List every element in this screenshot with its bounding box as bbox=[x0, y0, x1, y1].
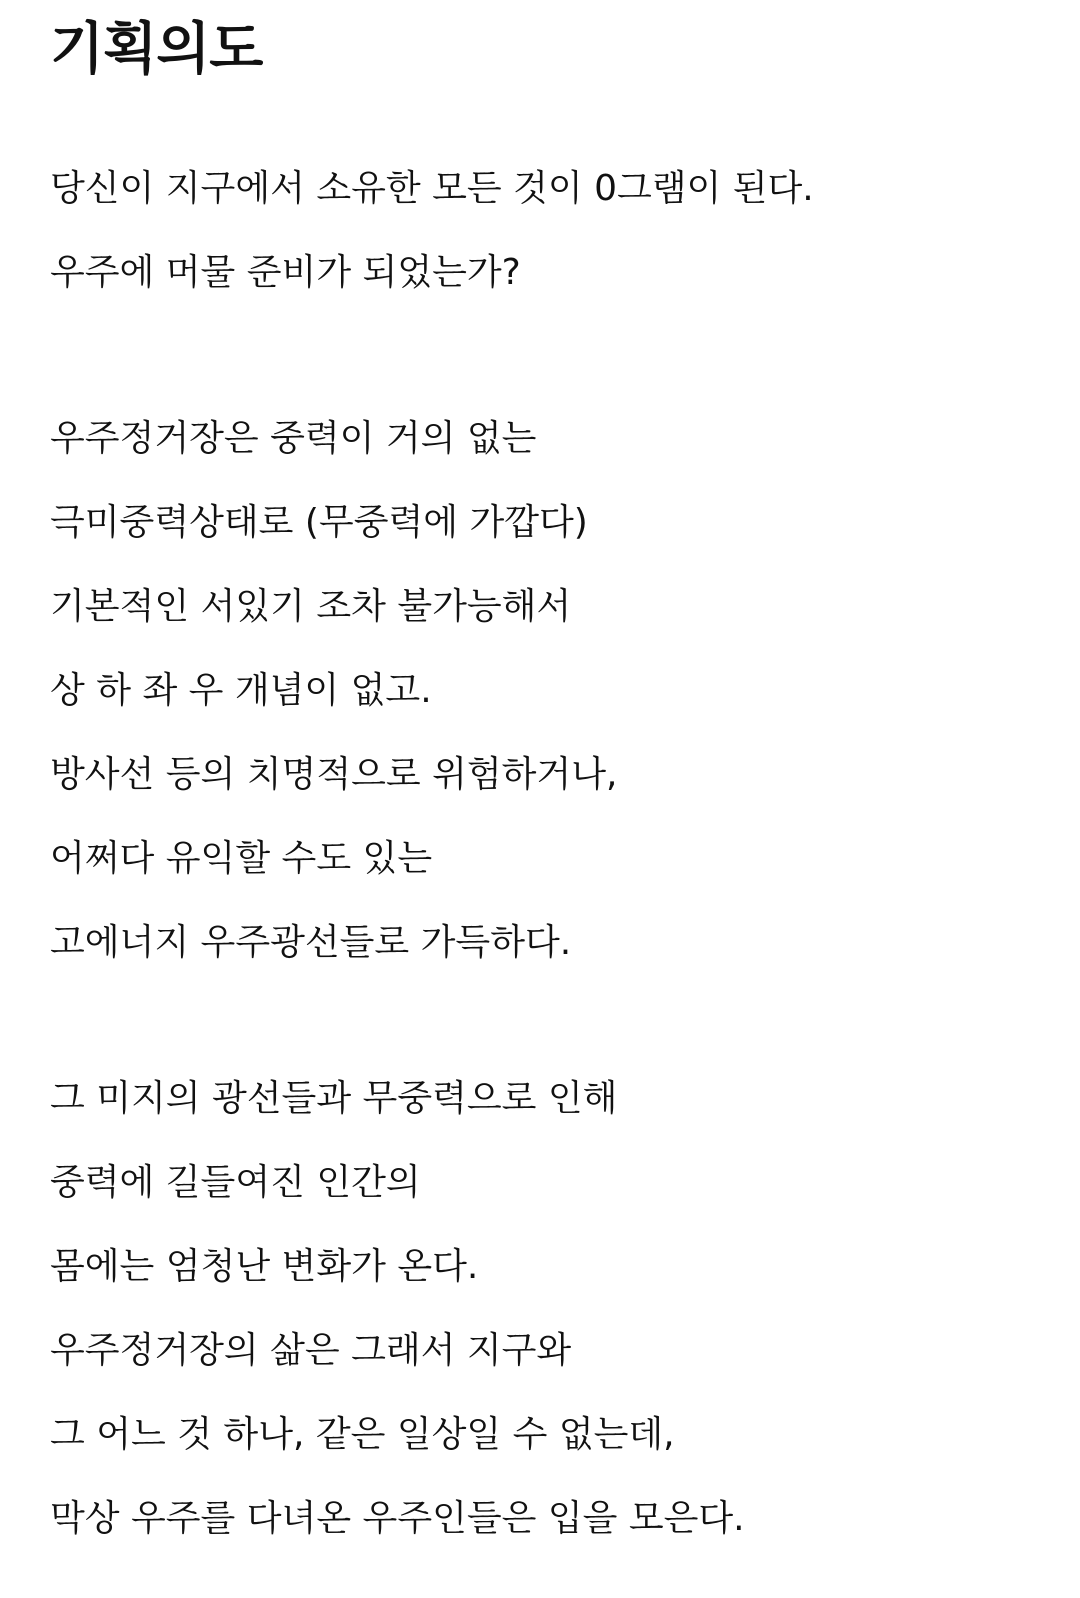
text-line: 상 하 좌 우 개념이 없고. bbox=[50, 670, 432, 711]
text-line: 기본적인 서있기 조차 불가능해서 bbox=[50, 586, 572, 627]
text-line: 극미중력상태로 (무중력에 가깝다) bbox=[50, 502, 588, 543]
text-line: 당신이 지구에서 소유한 모든 것이 0그램이 된다. bbox=[50, 168, 814, 209]
text-line: 방사선 등의 치명적으로 위험하거나, bbox=[50, 754, 618, 795]
text-line: 우주정거장의 삶은 그래서 지구와 bbox=[50, 1330, 572, 1371]
text-line: 몸에는 엄청난 변화가 온다. bbox=[50, 1246, 479, 1287]
text-line: 그 어느 것 하나, 같은 일상일 수 없는데, bbox=[50, 1414, 675, 1455]
text-line: 우주정거장은 중력이 거의 없는 bbox=[50, 418, 537, 459]
paragraph-3 bbox=[50, 1057, 745, 1561]
text-line: 우주에 머물 준비가 되었는가? bbox=[50, 252, 521, 293]
text-line: 막상 우주를 다녀온 우주인들은 입을 모은다. bbox=[50, 1498, 745, 1539]
text-line: 고에너지 우주광선들로 가득하다. bbox=[50, 922, 572, 963]
text-line: 중력에 길들여진 인간의 bbox=[50, 1162, 421, 1203]
paragraph-2 bbox=[50, 397, 617, 985]
text-line: 어쩌다 유익할 수도 있는 bbox=[50, 838, 433, 879]
paragraph-1 bbox=[50, 147, 814, 315]
text-line: 그 미지의 광선들과 무중력으로 인해 bbox=[50, 1078, 618, 1119]
page-title: 기획의도 bbox=[50, 17, 263, 82]
